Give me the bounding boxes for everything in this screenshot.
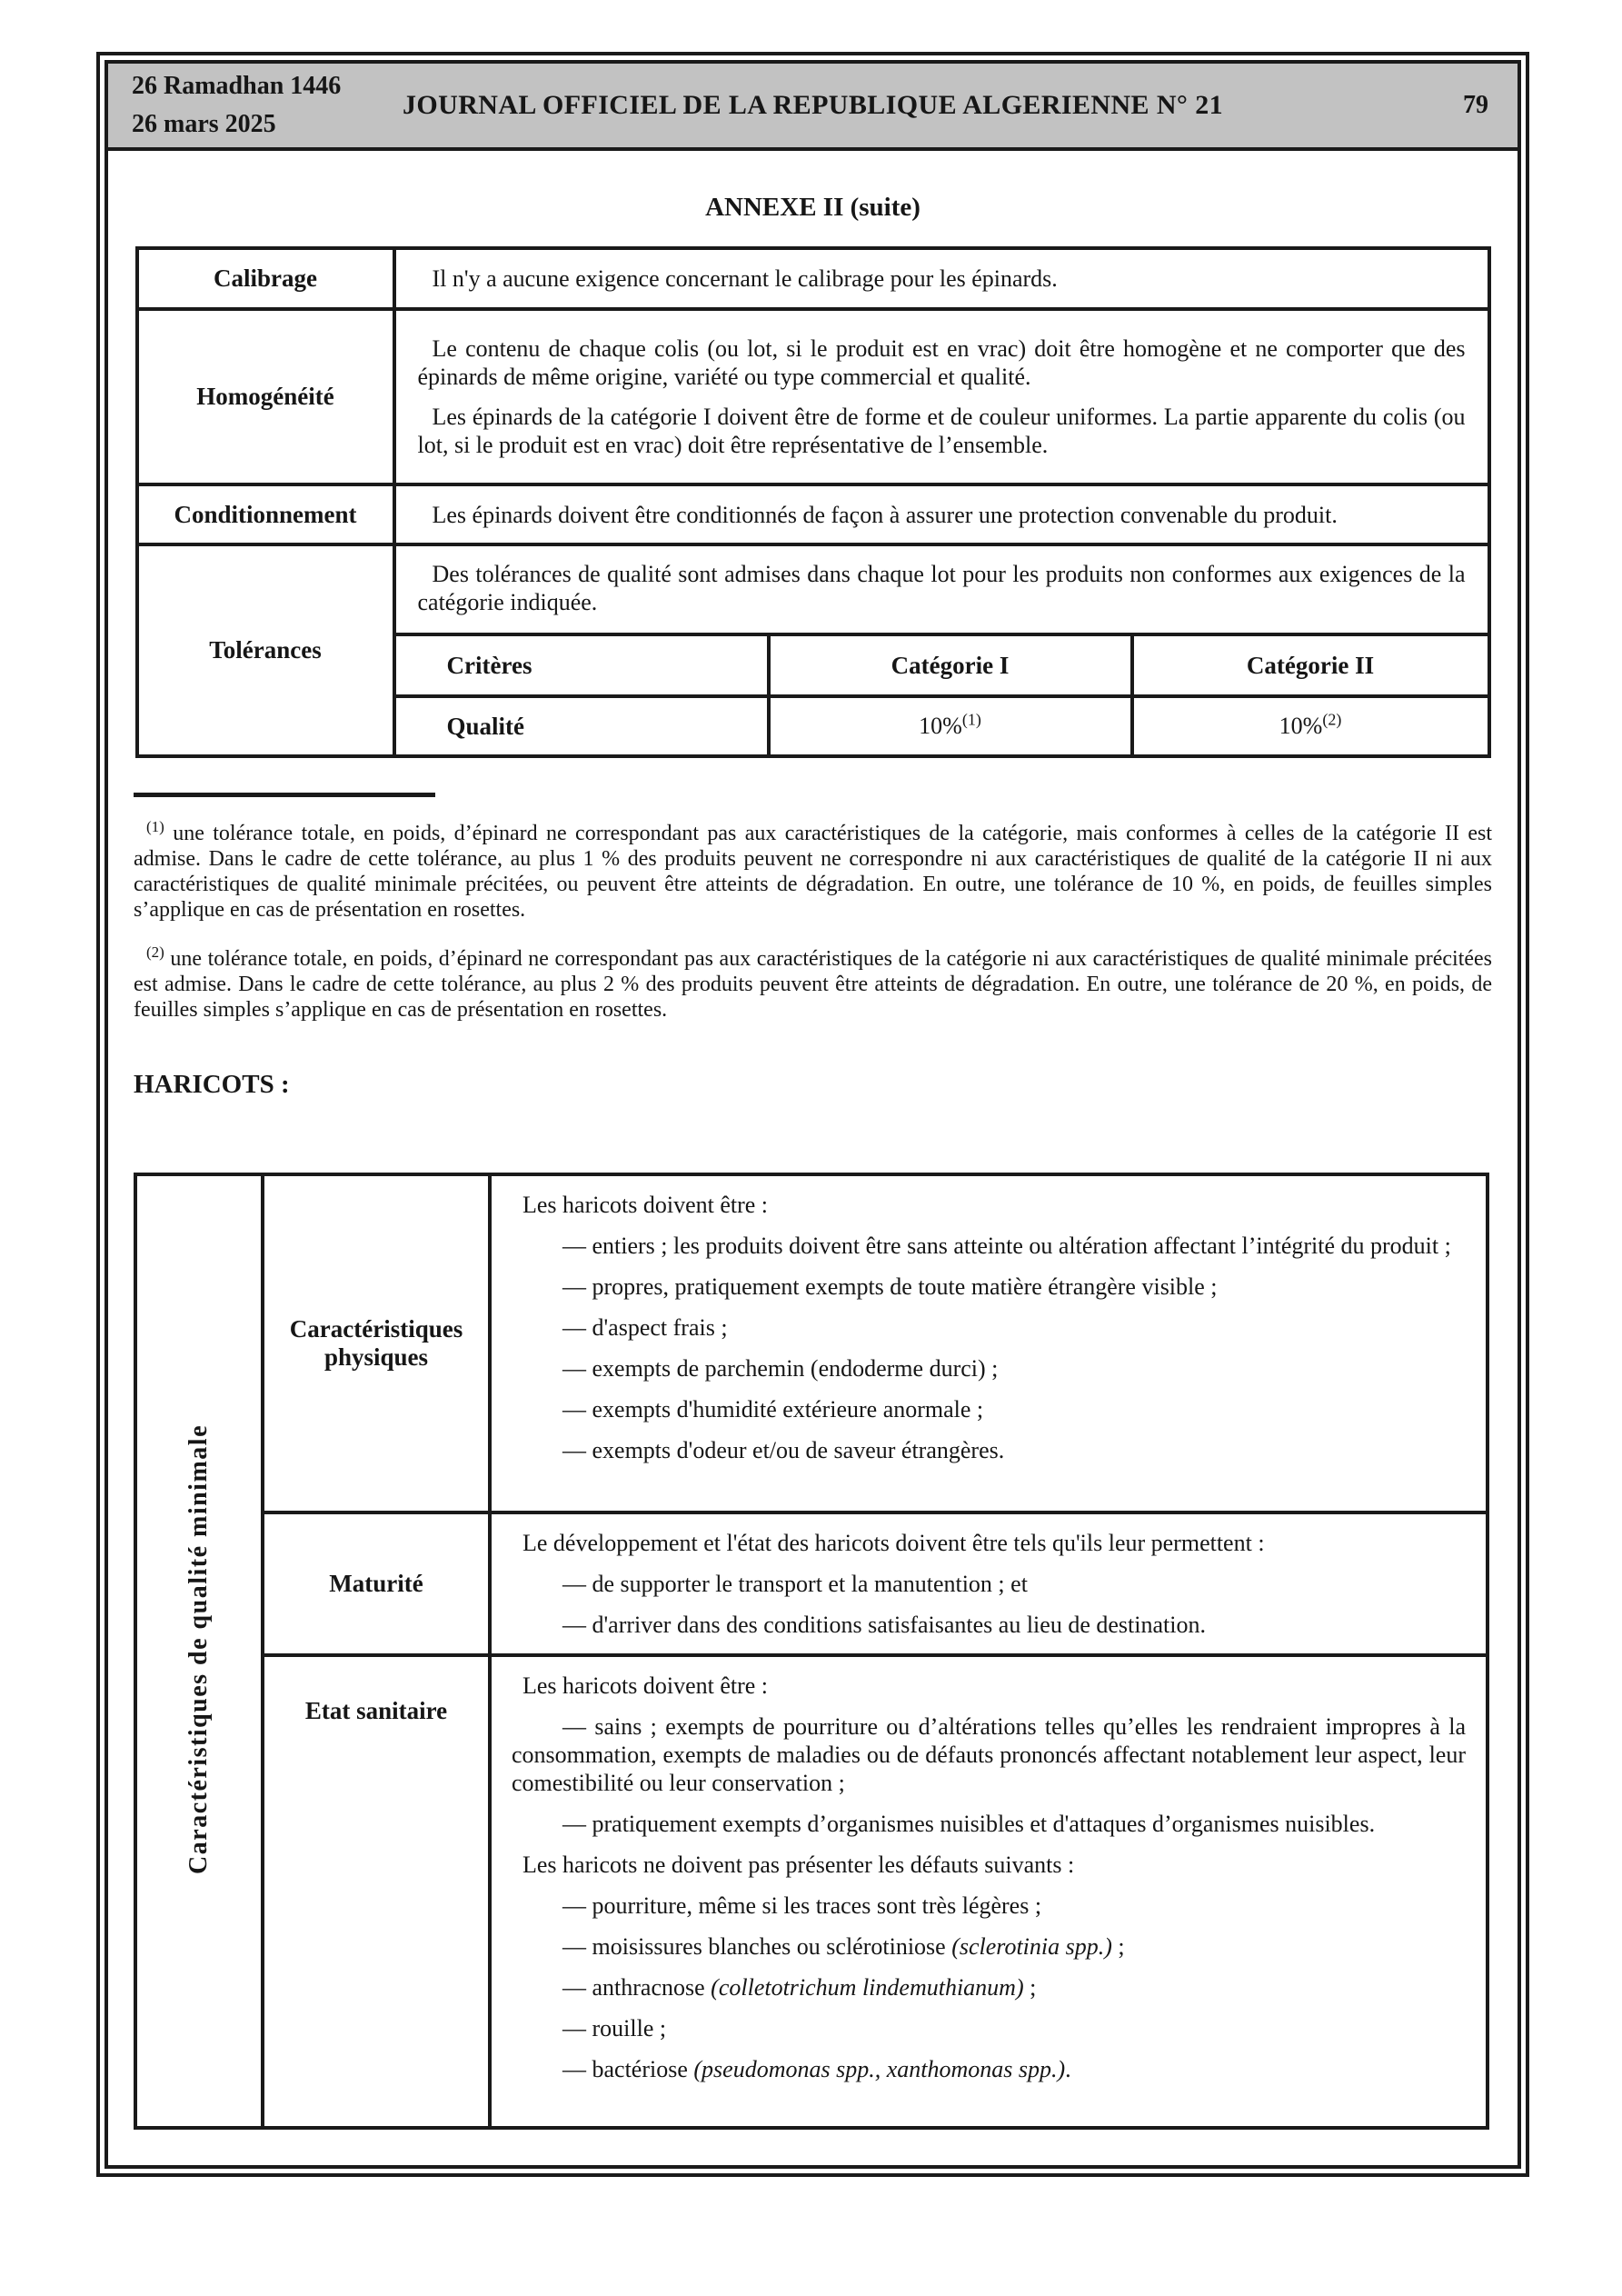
paragraph: Les haricots doivent être : bbox=[522, 1672, 769, 1699]
journal-title: JOURNAL OFFICIEL DE LA REPUBLIQUE ALGERIENNE N° 21 bbox=[403, 90, 1223, 120]
paragraph: Les épinards doivent être conditionnés de façon à assurer une protection convenable du produit. bbox=[432, 501, 1338, 528]
journal-header bbox=[108, 64, 1518, 151]
value: 10% bbox=[919, 713, 962, 739]
paragraph: Les haricots ne doivent pas présenter les défauts suivants : bbox=[522, 1852, 1075, 1878]
footnote-ref: (2) bbox=[1322, 710, 1342, 729]
paragraph: Les haricots doivent être : bbox=[522, 1192, 769, 1218]
table-row bbox=[135, 1512, 1488, 1655]
page-frame bbox=[96, 52, 1529, 2177]
item-text: ; bbox=[1023, 1974, 1037, 2001]
page-number: 79 bbox=[1463, 91, 1488, 119]
category-1-header: Catégorie I bbox=[769, 634, 1132, 696]
sanitaire-label: Etat sanitaire bbox=[263, 1655, 490, 2128]
beans-side-cell bbox=[135, 1174, 263, 2128]
homogeneite-label: Homogénéité bbox=[137, 309, 394, 484]
tolerances-sub-table bbox=[396, 633, 1488, 754]
paragraph: Les épinards de la catégorie I doivent être de forme et de couleur uniformes. La partie apparente du colis (ou lot, si le produit est en vrac) doit être représentative de l’ensemble. bbox=[417, 404, 1466, 458]
list-item: — d'aspect frais ; bbox=[562, 1314, 728, 1341]
beans-requirements-table bbox=[134, 1173, 1489, 2130]
list-item: — d'arriver dans des conditions satisfaisantes au lieu de destination. bbox=[562, 1612, 1206, 1638]
calibrage-label: Calibrage bbox=[137, 248, 394, 309]
physiques-content bbox=[490, 1174, 1488, 1512]
maturite-content bbox=[490, 1512, 1488, 1655]
list-item: — entiers ; les produits doivent être sans atteinte ou altération affectant l’intégrité du produit ; bbox=[562, 1233, 1451, 1259]
item-text: ; bbox=[1111, 1933, 1125, 1960]
footnote-2 bbox=[134, 943, 1492, 1023]
beans-side-label: Caractéristiques de qualité minimale bbox=[184, 1423, 213, 1874]
paragraph: Des tolérances de qualité sont admises dans chaque lot pour les produits non conformes aux exigences de la catégorie indiquée. bbox=[417, 561, 1466, 615]
list-item: — pourriture, même si les traces sont très légères ; bbox=[562, 1892, 1042, 1919]
table-row bbox=[137, 544, 1489, 756]
issue-dates bbox=[132, 67, 341, 144]
maturite-label: Maturité bbox=[263, 1512, 490, 1655]
list-item: — de supporter le transport et la manutention ; et bbox=[562, 1571, 1028, 1597]
sanitaire-content bbox=[490, 1655, 1488, 2128]
conditionnement-text bbox=[394, 484, 1489, 544]
list-item: — sains ; exempts de pourriture ou d’altérations telles qu’elles les rendraient impropres à la consommation, exempts de maladies ou de défauts prononcés affectant notablement leur aspect, leur comestibilité ou leur conservation ; bbox=[512, 1713, 1466, 1796]
latin-name: (colletotrichum lindemuthianum) bbox=[711, 1974, 1024, 2001]
criteria-header: Critères bbox=[396, 634, 769, 696]
spinach-requirements-table bbox=[135, 246, 1491, 758]
latin-name: (sclerotinia spp.) bbox=[951, 1933, 1112, 1960]
category-2-header: Catégorie II bbox=[1132, 634, 1488, 696]
list-item: — exempts de parchemin (endoderme durci) ; bbox=[562, 1355, 999, 1382]
list-item: — propres, pratiquement exempts de toute matière étrangère visible ; bbox=[562, 1273, 1218, 1300]
list-item: — pratiquement exempts d’organismes nuisibles et d'attaques d’organismes nuisibles. bbox=[562, 1811, 1376, 1837]
physiques-label: Caractéristiques physiques bbox=[263, 1174, 490, 1512]
value: 10% bbox=[1279, 713, 1323, 739]
footnote-text: une tolérance totale, en poids, d’épinard ne correspondant pas aux caractéristiques de la catégorie, mais conformes à celles de la catégorie II est admise. Dans le cadre de cette tolérance, au plus 1 % des produits peuvent ne correspondre ni aux caractéristiques de qualité de la catégorie II ni aux caractéristiques de qualité minimale précitées, ou peuvent être atteints de dégradation. En outre, une tolérance de 10 %, en poids, de feuilles simples s’applique en cas de présentation en rosettes. bbox=[134, 822, 1492, 922]
footnote-1 bbox=[134, 818, 1492, 923]
homogeneite-text bbox=[394, 309, 1489, 484]
footnote-marker: (1) bbox=[146, 818, 164, 835]
quality-cat2-value bbox=[1132, 696, 1488, 754]
hijri-date: 26 Ramadhan 1446 bbox=[132, 72, 342, 100]
gregorian-date: 26 mars 2025 bbox=[132, 110, 276, 138]
latin-name: (pseudomonas spp., xanthomonas spp.) bbox=[693, 2056, 1066, 2082]
table-row bbox=[135, 1655, 1488, 2128]
list-item: — exempts d'odeur et/ou de saveur étrangères. bbox=[562, 1437, 1005, 1463]
table-row bbox=[137, 248, 1489, 309]
quality-cat1-value bbox=[769, 696, 1132, 754]
tolerances-label: Tolérances bbox=[137, 544, 394, 756]
paragraph: Il n'y a aucune exigence concernant le calibrage pour les épinards. bbox=[432, 265, 1058, 292]
table-row bbox=[137, 309, 1489, 484]
list-item bbox=[512, 2055, 1466, 2083]
tolerances-cell bbox=[394, 544, 1489, 756]
tolerances-intro bbox=[396, 546, 1488, 633]
page-content bbox=[108, 193, 1518, 2130]
footnote-separator bbox=[134, 793, 435, 797]
list-item bbox=[512, 1973, 1466, 2002]
table-row bbox=[137, 484, 1489, 544]
annexe-title: ANNEXE II (suite) bbox=[705, 193, 920, 222]
footnote-marker: (2) bbox=[146, 943, 164, 961]
item-text: — bactériose bbox=[562, 2056, 694, 2082]
list-item: — rouille ; bbox=[562, 2015, 667, 2041]
table-row bbox=[396, 634, 1488, 696]
calibrage-text bbox=[394, 248, 1489, 309]
paragraph: Le contenu de chaque colis (ou lot, si le produit est en vrac) doit être homogène et ne comporter que des épinards de même origine, variété ou type commercial et qualité. bbox=[417, 335, 1466, 390]
table-row bbox=[396, 696, 1488, 754]
list-item: — exempts d'humidité extérieure anormale ; bbox=[562, 1396, 984, 1423]
footnote-ref: (1) bbox=[961, 710, 981, 729]
haricots-heading: HARICOTS : bbox=[134, 1070, 290, 1099]
paragraph: Le développement et l'état des haricots doivent être tels qu'ils leur permettent : bbox=[522, 1530, 1265, 1556]
table-row bbox=[135, 1174, 1488, 1512]
item-text: — moisissures blanches ou sclérotiniose bbox=[562, 1933, 952, 1960]
list-item bbox=[512, 1932, 1466, 1961]
conditionnement-label: Conditionnement bbox=[137, 484, 394, 544]
quality-label: Qualité bbox=[396, 696, 769, 754]
footnote-text: une tolérance totale, en poids, d’épinard ne correspondant pas aux caractéristiques de la catégorie ni aux caractéristiques de qualité minimale précitées est admise. Dans le cadre de cette tolérance, au plus 2 % des produits peuvent être atteints de dégradation. En outre, une tolérance de 20 %, en poids, de feuilles simples s’applique en cas de présentation en rosettes. bbox=[134, 947, 1492, 1022]
item-text: — anthracnose bbox=[562, 1974, 711, 2001]
item-text: . bbox=[1065, 2056, 1071, 2082]
